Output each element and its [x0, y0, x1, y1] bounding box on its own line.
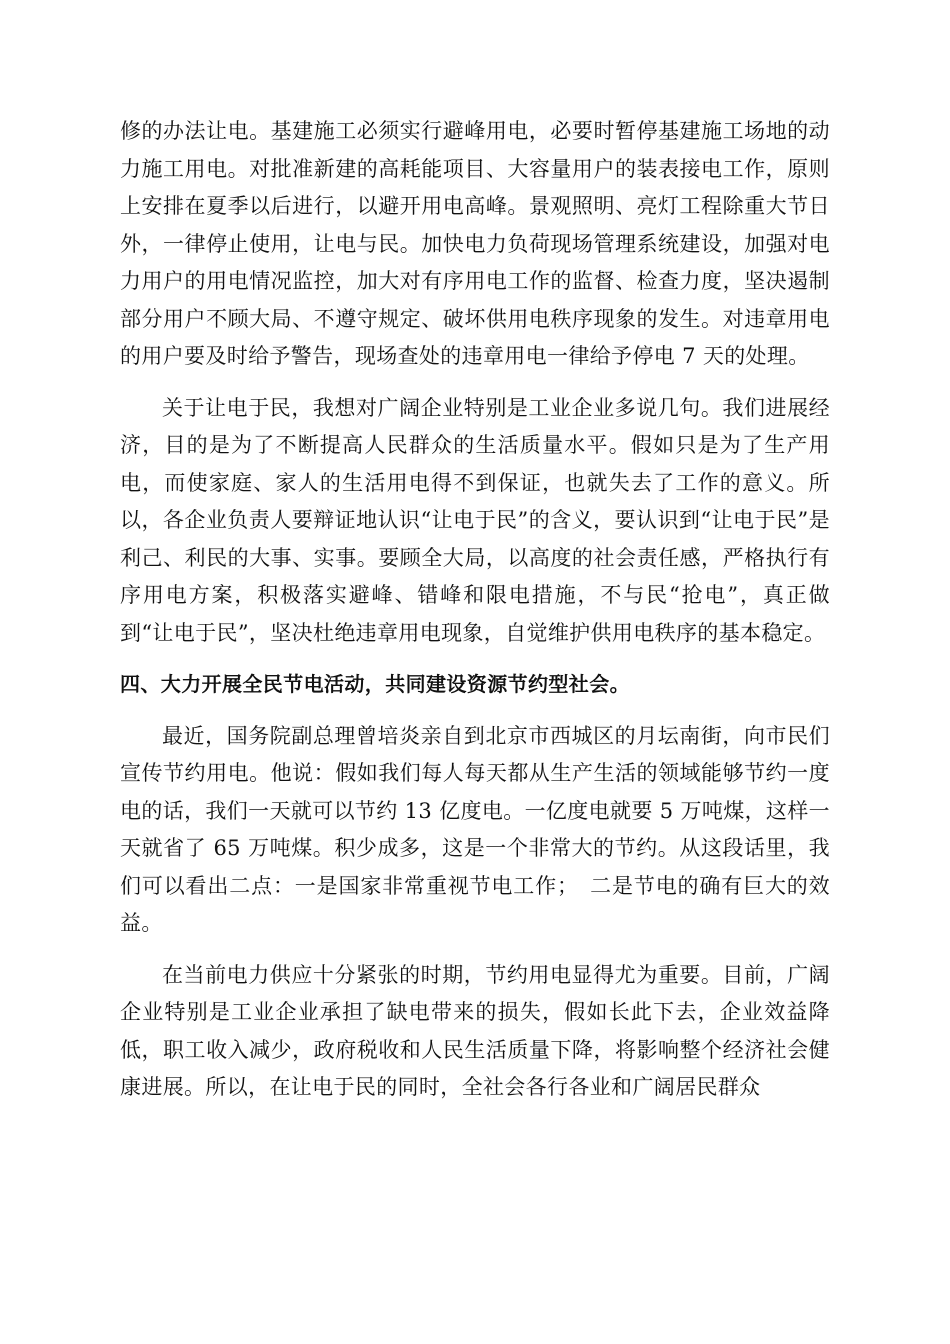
paragraph-saving-importance: 在当前电力供应十分紧张的时期，节约用电显得尤为重要。目前，广阔企业特别是工业企业承担了缺电带来的损失，假如长此下去，企业效益降低，职工收入减少，政府税收和人民生活质量下降，将影响整个经济社会健康进展。所以，在让电于民的同时，全社会各行各业和广阔居民群众	[120, 962, 830, 1099]
paragraph-power-allocation-measures: 修的办法让电。基建施工必须实行避峰用电，必要时暂停基建施工场地的动力施工用电。对批准新建的高耗能项目、大容量用户的装表接电工作，原则上安排在夏季以后进行，以避开用电高峰。景观照明、亮灯工程除重大节日外，一律停止使用，让电与民。加快电力负荷现场管理系统建设，加强对电力用户的用电情况监控，加大对有序用电工作的监督、检查力度，坚决遏制部分用户不顾大局、不遵守规定、破坏供用电秩序现象的发生。对违章用电的用户要及时给予警告，现场查处的违章用电一律给予停电 7 天的处理。	[120, 119, 830, 368]
section-heading-four: 四、大力开展全民节电活动，共同建设资源节约型社会。	[120, 672, 630, 696]
paragraph-vice-premier-quote: 最近，国务院副总理曾培炎亲自到北京市西城区的月坛南街，向市民们宣传节约用电。他说：假如我们每人每天都从生产生活的领域能够节约一度电的话，我们一天就可以节约 13 亿度电。一亿度电就要 5 万吨煤，这样一天就省了 65 万吨煤。积少成多，这是一个非常大的节约。从这段话里，我们可以看出二点：一是国家非常重视节电工作； 二是节电的确有巨大的效益。	[120, 723, 830, 935]
paragraph-yield-power-to-people: 关于让电于民，我想对广阔企业特别是工业企业多说几句。我们进展经济，目的是为了不断提高人民群众的生活质量水平。假如只是为了生产用电，而使家庭、家人的生活用电得不到保证，也就失去了工作的意义。所以，各企业负责人要辩证地认识“让电于民”的含义，要认识到“让电于民”是利己、利民的大事、实事。要顾全大局，以高度的社会责任感，严格执行有序用电方案，积极落实避峰、错峰和限电措施，不与民“抢电”，真正做到“让电于民”，坚决杜绝违章用电现象，自觉维护供用电秩序的基本稳定。	[120, 395, 830, 645]
